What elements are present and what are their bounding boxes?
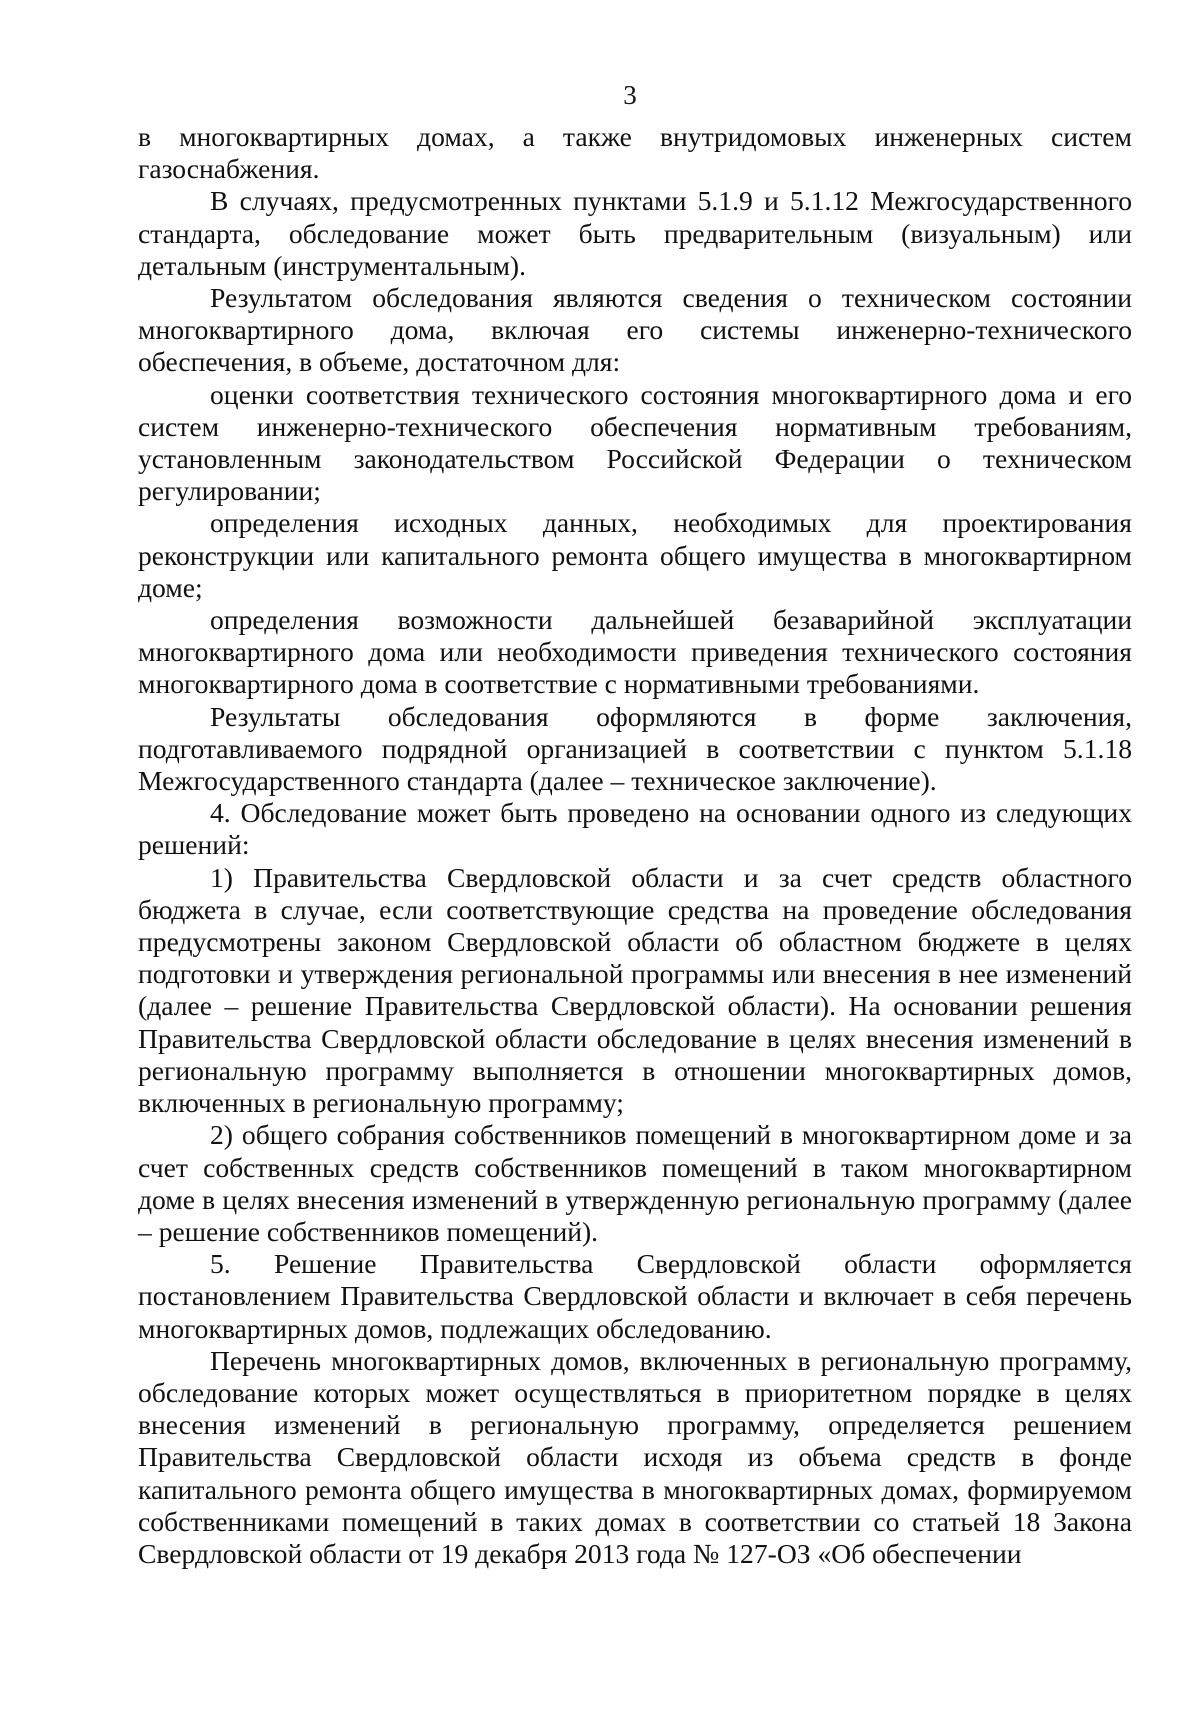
paragraph-initial-data: определения исходных данных, необходимых для проектирования реконструкции или капитального ремонта общего имущества в многоквартирном доме; xyxy=(138,507,1132,603)
paragraph-subitem-2: 2) общего собрания собственников помещений в многоквартирном доме и за счет собственных средств собственников помещений в таком многоквартирном доме в целях внесения изменений в утвержденную региональную программу (далее – решение собственников помещений). xyxy=(138,1119,1132,1247)
paragraph-survey-result: Результатом обследования являются сведения о техническом состоянии многоквартирного дома, включая его системы инженерно-технического обеспечения, в объеме, достаточном для: xyxy=(138,282,1132,378)
paragraph-item-4: 4. Обследование может быть проведено на основании одного из следующих решений: xyxy=(138,797,1132,861)
paragraph-survey-type: В случаях, предусмотренных пунктами 5.1.9 и 5.1.12 Межгосударственного стандарта, обследование может быть предварительным (визуальным) или детальным (инструментальным). xyxy=(138,185,1132,281)
paragraph-assessment: оценки соответствия технического состояния многоквартирного дома и его систем инженерно-технического обеспечения нормативным требованиям, установленным законодательством Российской Федерации о техническом регулировании; xyxy=(138,378,1132,507)
paragraph-item-5: 5. Решение Правительства Свердловской области оформляется постановлением Правительства Свердловской области и включает в себя перечень многоквартирных домов, подлежащих обследованию. xyxy=(138,1248,1132,1344)
paragraph-priority-list: Перечень многоквартирных домов, включенных в региональную программу, обследование которых может осуществляться в приоритетном порядке в целях внесения изменений в региональную программу, определяется решением Правительства Свердловской области исходя из объема средств в фонде капитального ремонта общего имущества в многоквартирных домах, формируемом собственниками помещений в таких домах в соответствии со статьей 18 Закона Свердловской области от 19 декабря 2013 года № 127-ОЗ «Об обеспечении xyxy=(138,1344,1132,1569)
paragraph-conclusion: Результаты обследования оформляются в форме заключения, подготавливаемого подрядной организацией в соответствии с пунктом 5.1.18 Межгосударственного стандарта (далее – техническое заключение). xyxy=(138,700,1132,797)
page-number: 3 xyxy=(623,80,637,110)
paragraph-subitem-1: 1) Правительства Свердловской области и за счет средств областного бюджета в случае, если соответствующие средства на проведение обследования предусмотрены законом Свердловской области об областном бюджете в целях подготовки и утверждения региональной программы или внесения в нее изменений (далее – решение Правительства Свердловской области). На основании решения Правительства Свердловской области обследование в целях внесения изменений в региональную программу выполняется в отношении многоквартирных домов, включенных в региональную программу; xyxy=(138,861,1132,1119)
document-body xyxy=(138,121,1132,1570)
paragraph-continuation: в многоквартирных домах, а также внутридомовых инженерных систем газоснабжения. xyxy=(138,121,1132,185)
paragraph-further-operation: определения возможности дальнейшей безаварийной эксплуатации многоквартирного дома или необходимости приведения технического состояния многоквартирного дома в соответствие с нормативными требованиями. xyxy=(138,604,1132,700)
